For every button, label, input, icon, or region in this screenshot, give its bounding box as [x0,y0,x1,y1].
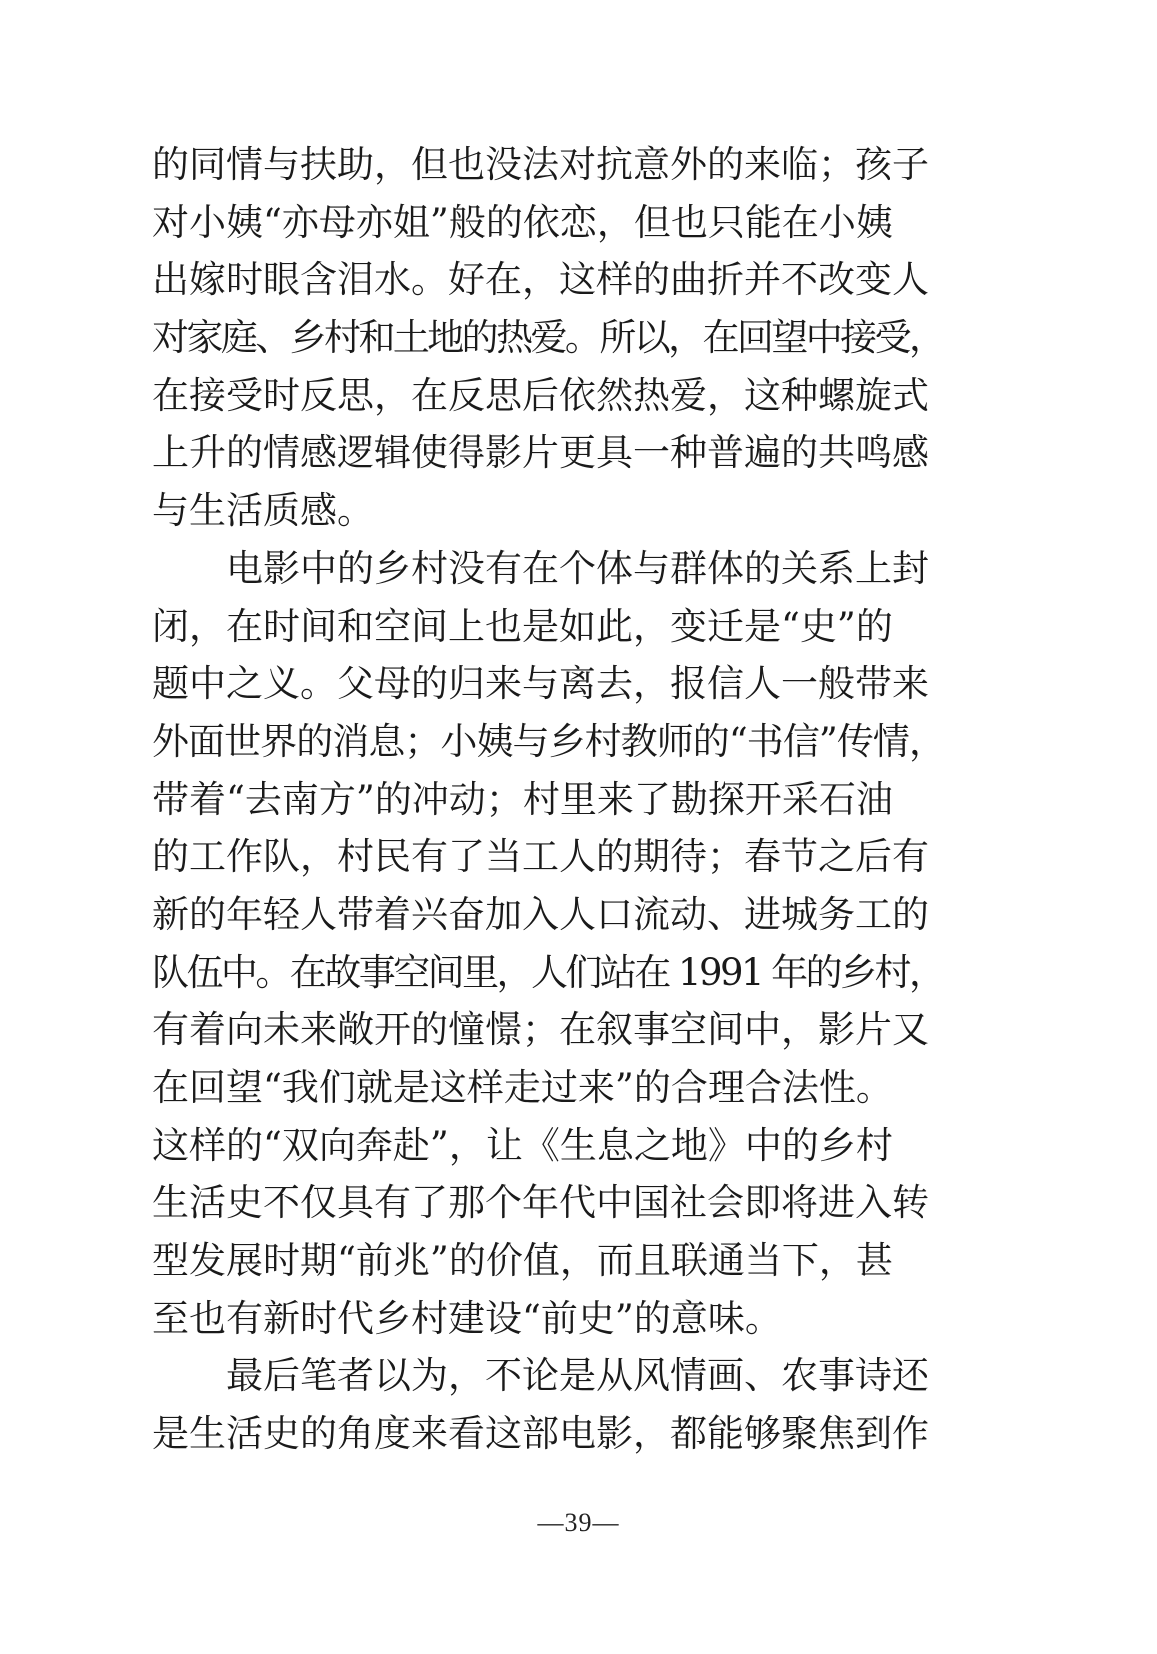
body-text [152,136,946,1463]
text-line: 带着“去南方”的冲动；村里来了勘探开采石油 [152,777,893,821]
text-line: 是生活史的角度来看这部电影，都能够聚焦到作 [152,1412,929,1456]
text-line: 至也有新时代乡村建设“前史”的意味。 [152,1296,782,1340]
text-line: 上升的情感逻辑使得影片更具一种普遍的共鸣感 [152,431,929,475]
text-line: 新的年轻人带着兴奋加入人口流动、进城务工的 [152,892,929,936]
paragraph-first-line: 最后笔者以为，不论是从风情画、农事诗还 [226,1354,929,1398]
text-line: 对家庭、乡村和土地的热爱。所以，在回望中接受， [152,316,944,360]
text-line: 外面世界的消息；小姨与乡村教师的“书信”传情， [152,719,946,763]
text-line: 的工作队，村民有了当工人的期待；春节之后有 [152,835,929,879]
text-line: 的同情与扶助，但也没法对抗意外的来临；孩子 [152,143,929,186]
text-line: 型发展时期“前兆”的价值，而且联通当下，甚 [152,1239,893,1283]
text-line: 在回望“我们就是这样走过来”的合理合法性。 [152,1066,893,1109]
text-line: 题中之义。父母的归来与离去，报信人一般带来 [152,662,929,706]
text-line: 在接受时反思，在反思后依然热爱，这种螺旋式 [152,373,929,417]
text-line: 对小姨“亦母亦姐”般的依恋，但也只能在小姨 [152,200,893,244]
text-line: 生活史不仅具有了那个年代中国社会即将进入转 [152,1181,929,1225]
text-line: 出嫁时眼含泪水。好在，这样的曲折并不改变人 [152,258,929,302]
text-line: 与生活质感。 [152,489,374,533]
text-line: 闭，在时间和空间上也是如此，变迁是“史”的 [152,604,893,648]
text-line: 队伍中。在故事空间里，人们站在 1991 年的乡村， [152,950,944,994]
text-line: 有着向未来敞开的憧憬；在叙事空间中，影片又 [152,1008,929,1052]
paragraph-first-line: 电影中的乡村没有在个体与群体的关系上封 [226,546,929,590]
text-line: 这样的“双向奔赴”，让《生息之地》中的乡村 [152,1123,893,1167]
page-number: —39— [537,1508,620,1537]
